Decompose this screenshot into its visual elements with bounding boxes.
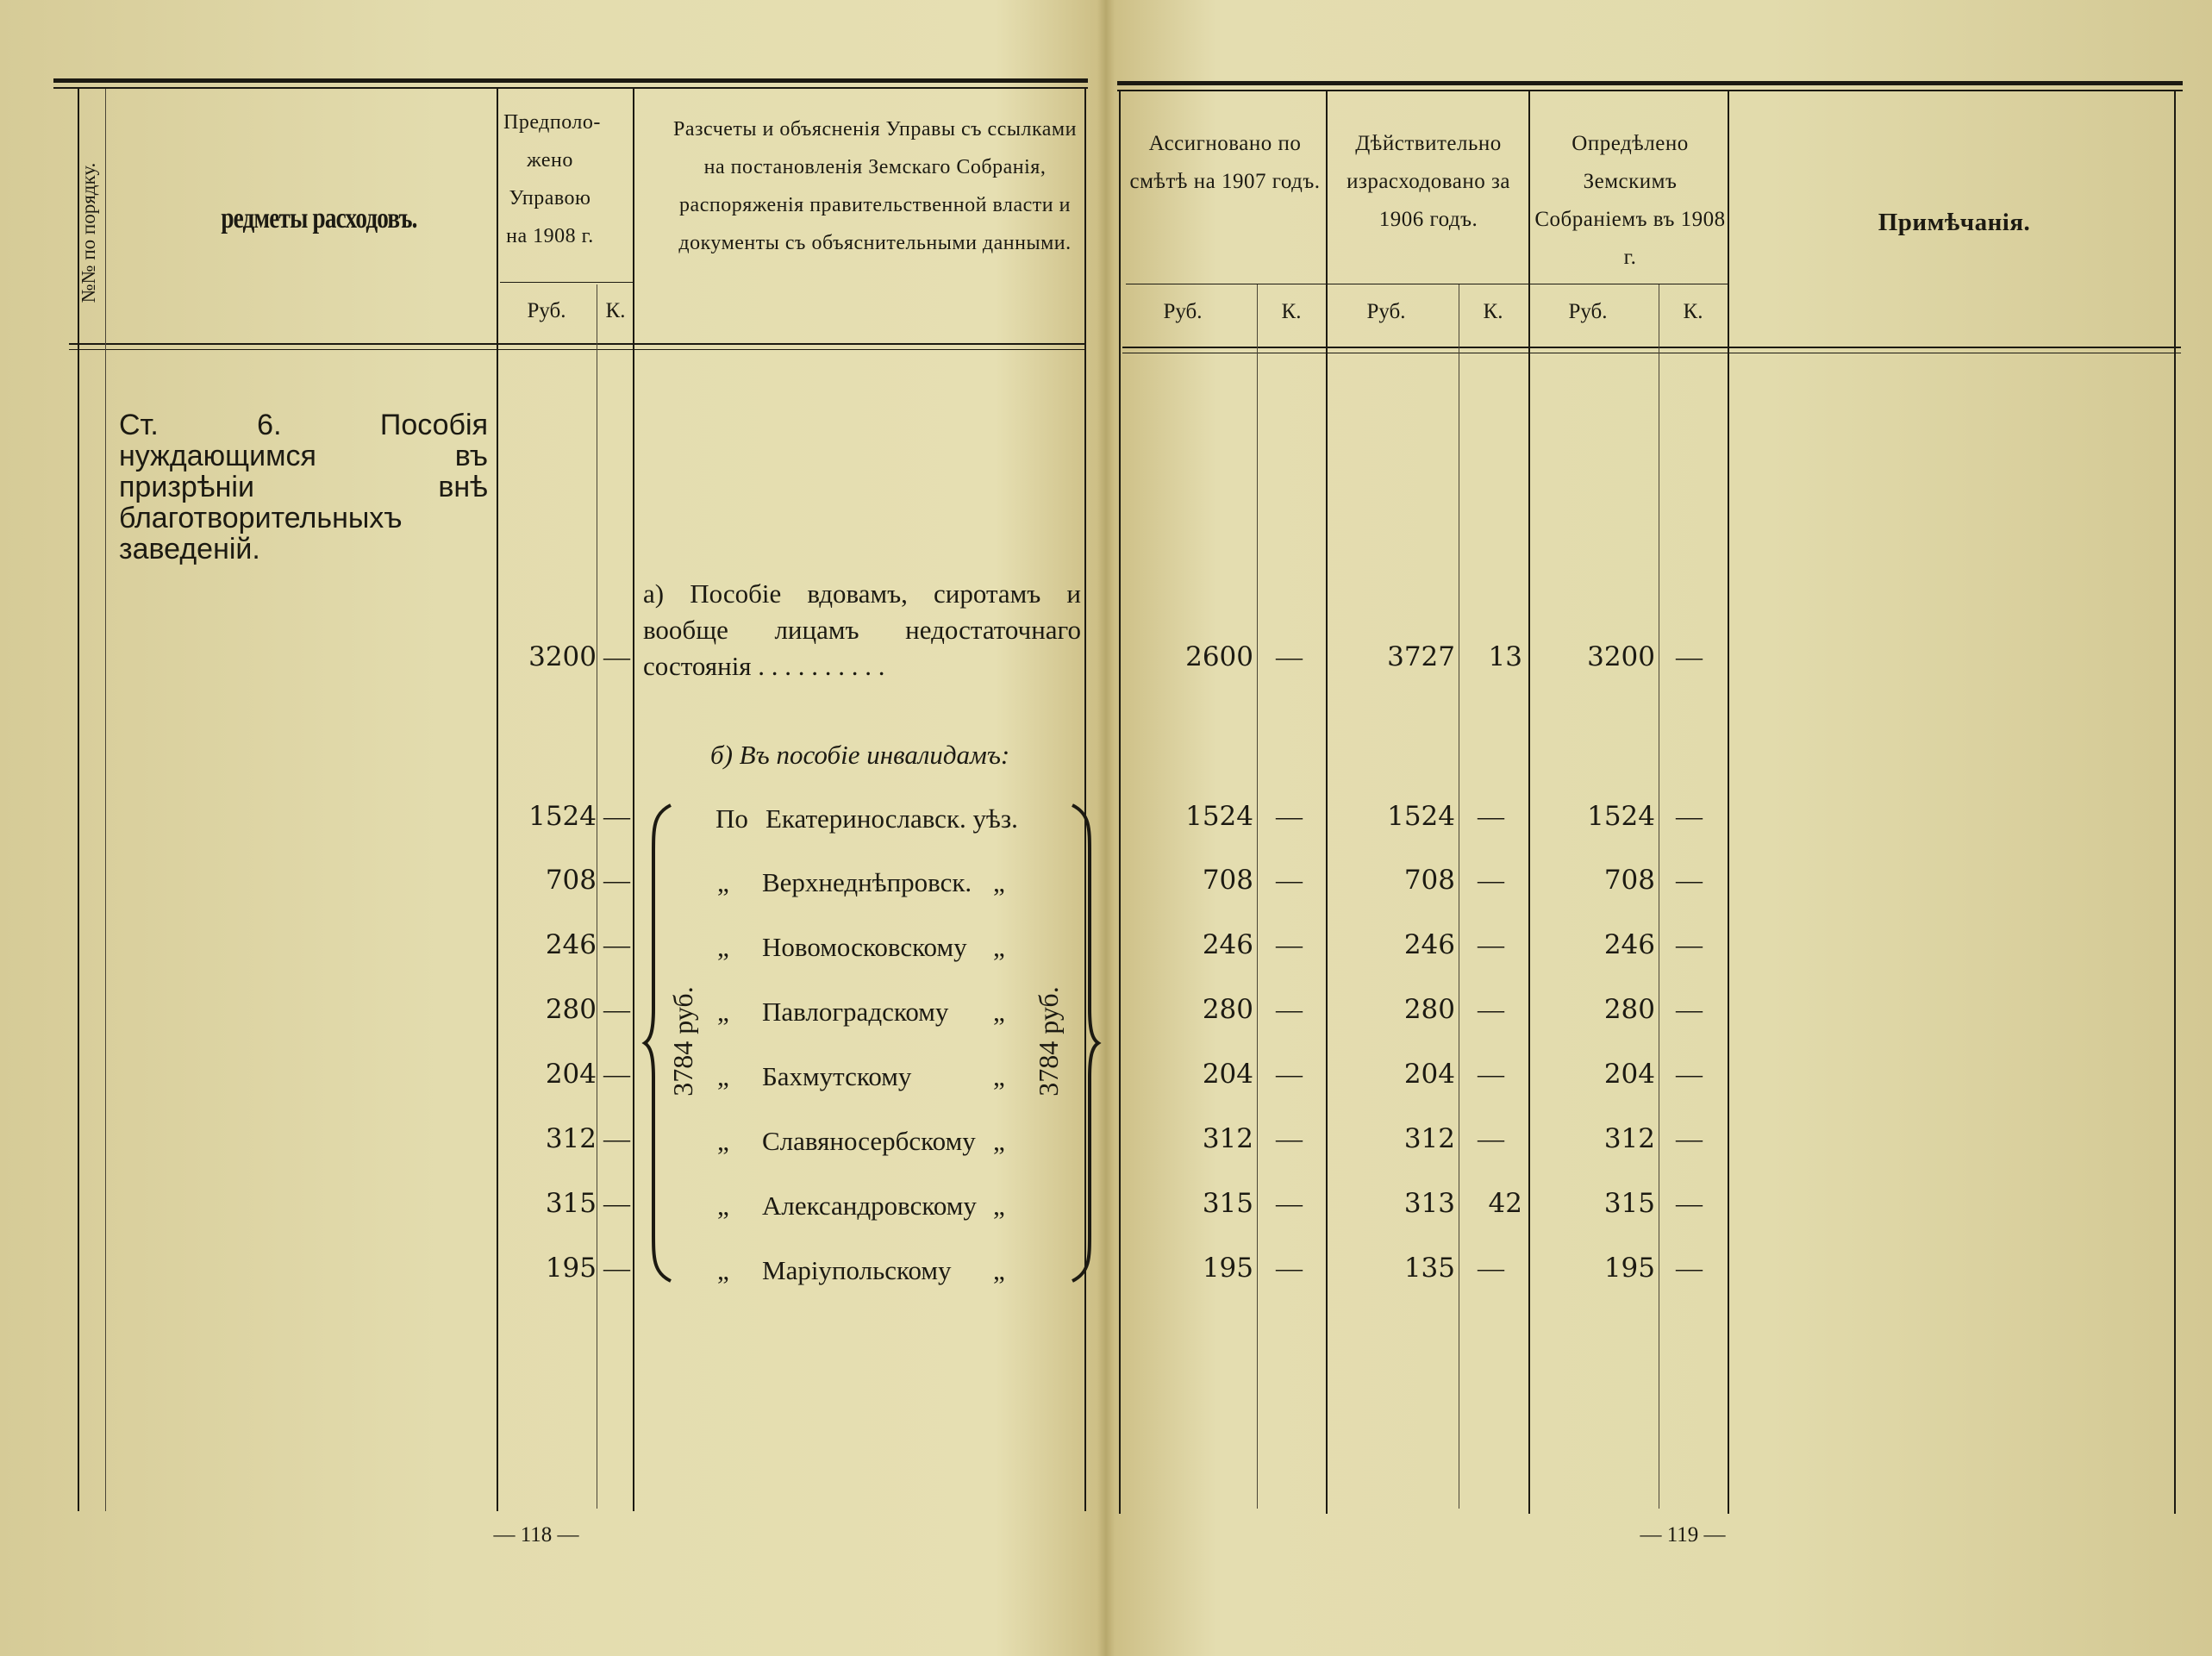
ditto-mark: „	[717, 1190, 729, 1221]
subheader-kop: К.	[1281, 300, 1302, 323]
district-prefix: По	[715, 803, 748, 834]
spent-value: 204	[1403, 1059, 1455, 1090]
dash: —	[1276, 801, 1303, 831]
header-notes: Примѣчанія.	[1878, 209, 2031, 236]
dash: —	[1676, 1059, 1703, 1089]
header-decided: Опредѣлено Земскимъ Собраніемъ въ 1908 г.	[1534, 132, 1726, 269]
item-a-text: а) Пособіе вдовамъ, сиротамъ и вообще лицамъ недостаточнаго состоянія . . . . . . . . . .	[643, 578, 1081, 681]
header-rule-thin	[69, 349, 1086, 350]
column-rule	[497, 89, 498, 1511]
dash: —	[603, 865, 630, 895]
decided-value: 312	[1603, 1123, 1655, 1154]
header-items: редметы расходовъ.	[221, 203, 417, 234]
column-rule	[1728, 91, 1729, 1514]
dash: —	[603, 929, 630, 959]
dash: —	[1478, 865, 1504, 895]
dash: —	[1676, 1253, 1703, 1283]
dash: —	[1276, 1188, 1303, 1218]
assigned-value: 280	[1202, 994, 1253, 1025]
district-name: Александровскому	[762, 1190, 977, 1221]
proposed-row: 280	[545, 994, 597, 1025]
ditto-mark: „	[993, 997, 1005, 1027]
ditto-mark: „	[717, 1061, 729, 1091]
subheader-rub: Руб.	[527, 299, 566, 322]
brace-total-right: 3784 руб.	[1033, 986, 1064, 1097]
ditto-mark: „	[993, 1190, 1005, 1221]
proposed-a: 3200	[528, 641, 597, 672]
spent-value: 280	[1403, 994, 1455, 1025]
dash: —	[603, 1253, 630, 1283]
dash: —	[1276, 1253, 1303, 1283]
page-number-right: — 119 —	[1640, 1523, 1726, 1547]
dash: —	[1276, 1123, 1303, 1153]
district-name: Славяносербскому	[762, 1126, 976, 1156]
column-rule	[2174, 91, 2176, 1514]
decided-value: 246	[1603, 929, 1655, 960]
header-rule	[1122, 347, 2181, 348]
proposed-a-k: —	[603, 641, 630, 672]
dash: —	[1478, 1059, 1504, 1089]
proposed-row: 1524	[528, 801, 597, 832]
header-number: №№ по порядку.	[78, 162, 99, 303]
dash: —	[1276, 865, 1303, 895]
page-number-left: — 118 —	[493, 1523, 579, 1547]
header-rule	[69, 343, 1086, 345]
top-rule-thin	[1117, 90, 2183, 91]
dash: —	[603, 1188, 630, 1218]
decided-value: 1524	[1587, 801, 1655, 832]
spent-value: 313	[1403, 1188, 1455, 1219]
proposed-row: 204	[545, 1059, 597, 1090]
spent-value: 135	[1403, 1253, 1455, 1284]
assigned-a: 2600	[1185, 641, 1253, 672]
dash: —	[603, 801, 630, 831]
dash: —	[1478, 994, 1504, 1024]
decided-value: 280	[1603, 994, 1655, 1025]
ditto-mark: „	[993, 867, 1005, 897]
dash: —	[1676, 801, 1703, 831]
ditto-mark: „	[717, 1255, 729, 1285]
assigned-value: 195	[1202, 1253, 1253, 1284]
column-rule	[1119, 91, 1121, 1514]
assigned-value: 246	[1202, 929, 1253, 960]
decided-a: 3200	[1587, 641, 1655, 672]
assigned-value: 204	[1202, 1059, 1253, 1090]
proposed-row: 246	[545, 929, 597, 960]
dash: —	[603, 994, 630, 1024]
dash: —	[1676, 1188, 1703, 1218]
top-rule-thin	[53, 87, 1088, 89]
subheader-kop: К.	[1483, 300, 1503, 323]
decided-value: 195	[1603, 1253, 1655, 1284]
column-rule	[1084, 89, 1086, 1511]
dash: —	[1276, 641, 1303, 672]
district-name: Маріупольскому	[762, 1255, 952, 1285]
header-explanations: Разсчеты и объясненія Управы съ ссылками на постановленія Земскаго Собранія, распоряженія правительственной власти и документы съ объяснительными данными.	[673, 118, 1077, 254]
district-name: Бахмутскому	[762, 1061, 912, 1091]
dash: —	[1676, 1123, 1703, 1153]
district-name: Екатеринославск. уѣз.	[765, 803, 1018, 834]
decided-value: 315	[1603, 1188, 1655, 1219]
column-rule	[1528, 91, 1530, 1514]
proposed-row: 312	[545, 1123, 597, 1154]
subheader-rub: Руб.	[1163, 300, 1203, 323]
ditto-mark: „	[993, 1126, 1005, 1156]
assigned-value: 312	[1202, 1123, 1253, 1154]
district-name: Павлоградскому	[762, 997, 949, 1027]
column-rule	[1326, 91, 1328, 1514]
ditto-mark: „	[717, 997, 729, 1027]
dash: —	[1276, 929, 1303, 959]
spent-value: 708	[1403, 865, 1455, 896]
ditto-mark: „	[717, 932, 729, 962]
top-rule	[53, 78, 1088, 83]
decided-value: 204	[1603, 1059, 1655, 1090]
dash: —	[1676, 641, 1703, 672]
spent-value: 312	[1403, 1123, 1455, 1154]
dash: —	[603, 1059, 630, 1089]
ditto-mark: „	[993, 932, 1005, 962]
subheader-kop: К.	[1683, 300, 1703, 323]
header-spent: Дѣйствительно израсходовано за 1906 годъ.	[1347, 132, 1510, 231]
ditto-mark: „	[717, 1126, 729, 1156]
assigned-value: 708	[1202, 865, 1253, 896]
ditto-mark: „	[717, 867, 729, 897]
assigned-value: 315	[1202, 1188, 1253, 1219]
proposed-row: 195	[545, 1253, 597, 1284]
header-assigned: Ассигновано по смѣтѣ на 1907 годъ.	[1129, 132, 1321, 193]
subheader-rub: Руб.	[1366, 300, 1406, 323]
article-title: Ст. 6. Пособія нуждающимся въ призрѣніи внѣ благотворительныхъ заведеній.	[119, 409, 488, 566]
district-name: Верхнеднѣпровск.	[762, 867, 972, 897]
column-rule	[1257, 284, 1258, 1509]
subheader-kop: К.	[605, 299, 626, 322]
item-b-title: б) Въ пособіе инвалидамъ:	[710, 740, 1010, 770]
spent-a-k: 13	[1488, 641, 1522, 672]
left-page	[0, 0, 1105, 1656]
dash: —	[1478, 801, 1504, 831]
top-rule	[1117, 81, 2183, 85]
subheader-rule	[500, 282, 634, 283]
right-page	[1105, 0, 2212, 1656]
ditto-mark: „	[993, 1255, 1005, 1285]
dash: —	[1478, 1123, 1504, 1153]
spent-a: 3727	[1387, 641, 1455, 672]
assigned-value: 1524	[1185, 801, 1253, 832]
dash: —	[1276, 994, 1303, 1024]
brace-total-left: 3784 руб.	[667, 986, 698, 1097]
subheader-rub: Руб.	[1568, 300, 1608, 323]
header-proposed: Предполо- жено Управою на 1908 г.	[503, 111, 601, 247]
dash: —	[1676, 865, 1703, 895]
dash: —	[1478, 929, 1504, 959]
column-rule	[633, 89, 634, 1511]
dash: —	[1676, 994, 1703, 1024]
dash: —	[1676, 929, 1703, 959]
spent-value: 246	[1403, 929, 1455, 960]
decided-value: 708	[1603, 865, 1655, 896]
proposed-row: 708	[545, 865, 597, 896]
district-name: Новомосковскому	[762, 932, 967, 962]
right-brace	[1064, 802, 1102, 1284]
spent-value: 1524	[1387, 801, 1455, 832]
dash: —	[1478, 1253, 1504, 1283]
proposed-row: 315	[545, 1188, 597, 1219]
spent-kop: 42	[1488, 1188, 1522, 1219]
dash: —	[1276, 1059, 1303, 1089]
ditto-mark: „	[993, 1061, 1005, 1091]
dash: —	[603, 1123, 630, 1153]
